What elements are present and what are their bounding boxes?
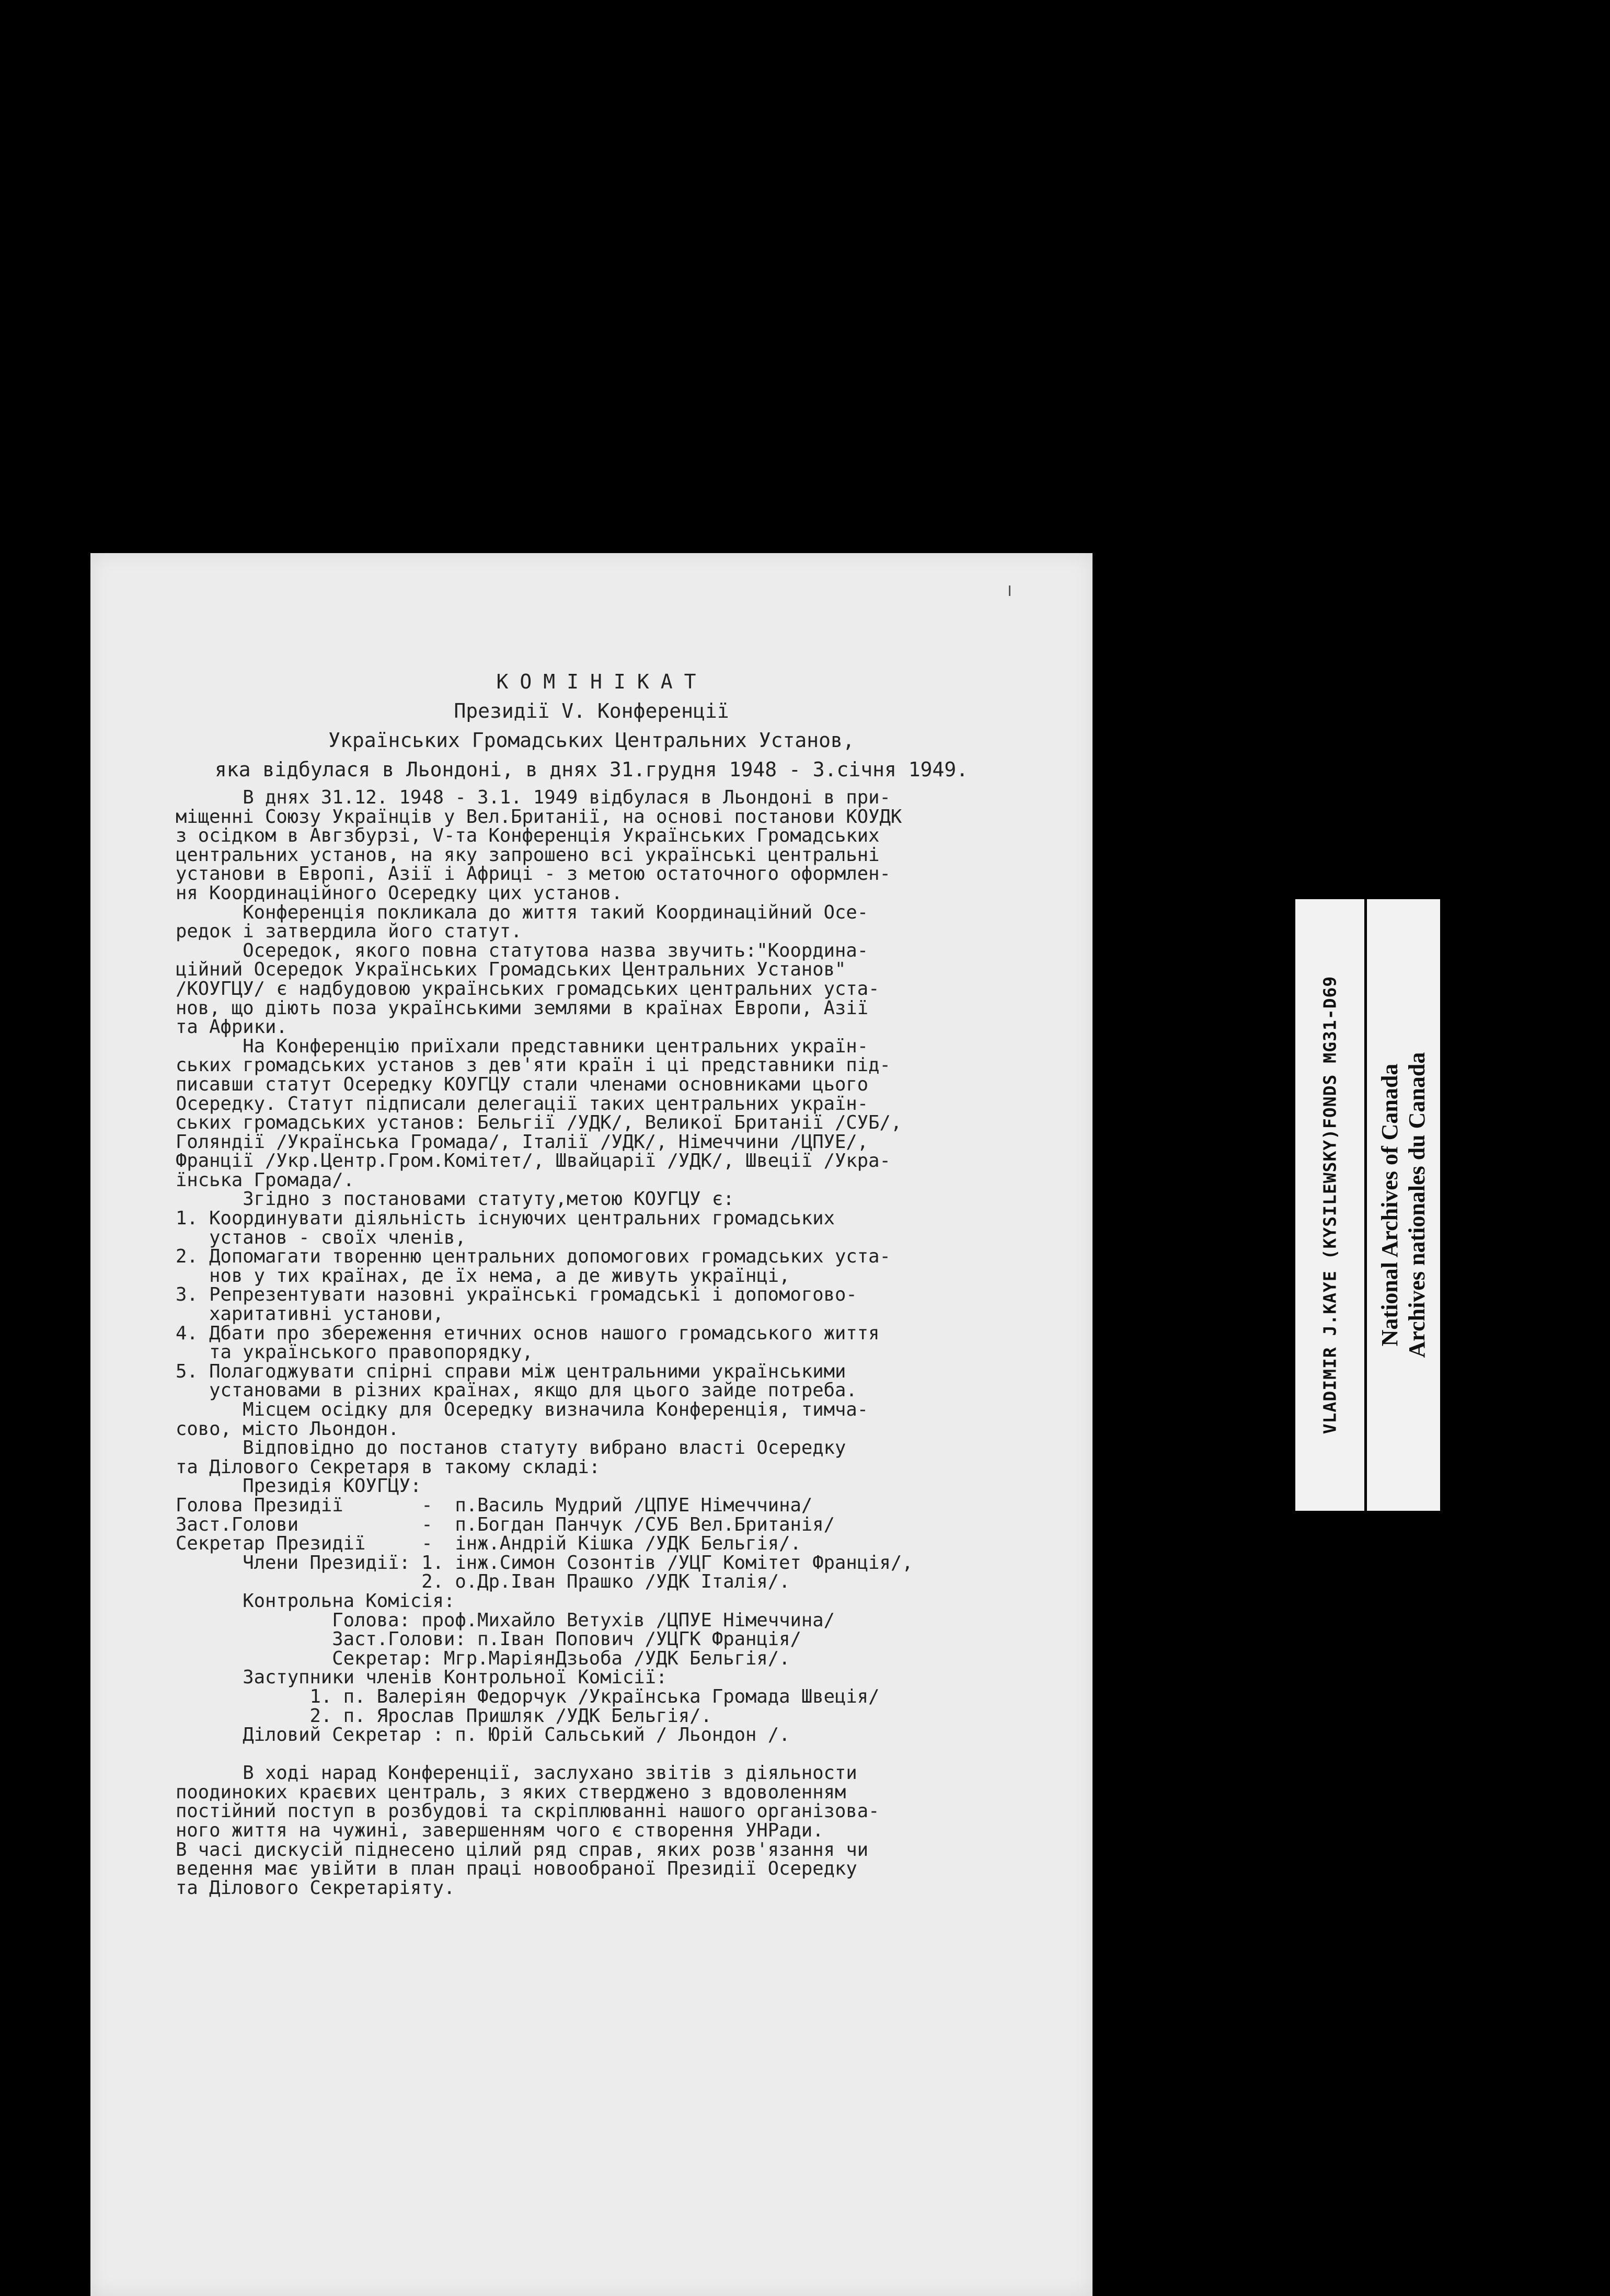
body-line: Заст.Голови - п.Богдан Панчук /СУБ Вел.Британія/ bbox=[176, 1513, 835, 1535]
body-line bbox=[176, 1745, 1085, 1764]
body-line: Відповідно до постанов статуту вибрано власті Осередку bbox=[176, 1437, 846, 1459]
body-line: Секретар Президії - інж.Андрій Кішка /УДК Бельгія/. bbox=[176, 1533, 801, 1555]
body-line: писавши статут Осередку КОУГЦУ стали членами основниками цього bbox=[176, 1073, 869, 1095]
body-line: В днях 31.12. 1948 - 3.1. 1949 відбулася в Льондоні в при- bbox=[176, 787, 891, 808]
heading-organization: Українських Громадських Центральних Установ, bbox=[328, 729, 855, 752]
body-line: центральних установ, на яку запрошено всі українські центральні bbox=[176, 844, 880, 866]
body-line: Франції /Укр.Центр.Гром.Комітет/, Швайцарії /УДК/, Швеції /Укра- bbox=[176, 1150, 891, 1172]
body-line: установами в різних країнах, якщо для цього зайде потреба. bbox=[176, 1380, 857, 1402]
body-line: 2. Допомагати творенню центральних допомогових громадських уста- bbox=[176, 1246, 891, 1268]
body-line: сово, місто Льондон. bbox=[176, 1418, 399, 1440]
body-line: На Конференцію приїхали представники центральних україн- bbox=[176, 1035, 869, 1057]
body-line: Голова Президії - п.Василь Мудрий /ЦПУЕ Німеччина/ bbox=[176, 1494, 813, 1516]
body-line: Голяндії /Українська Громада/, Італії /УДК/, Німеччини /ЦПУЕ/, bbox=[176, 1131, 869, 1153]
body-line: нов, що діють поза українськими землями в країнах Европи, Азії bbox=[176, 997, 869, 1019]
body-line: Місцем осідку для Осередку визначила Конференція, тимча- bbox=[176, 1399, 869, 1420]
body-line: 2. о.Др.Іван Прашко /УДК Італія/. bbox=[176, 1571, 790, 1593]
archives-label-fr: Archives nationales du Canada bbox=[1404, 1052, 1430, 1358]
body-line: 3. Репрезентувати назовні українські громадські і допомогово- bbox=[176, 1284, 857, 1306]
body-line: ських громадських установ: Бельгії /УДК/, Великої Британії /СУБ/, bbox=[176, 1112, 902, 1134]
body-line: ських громадських установ з дев'яти країн і ці представники під- bbox=[176, 1054, 891, 1076]
document-heading bbox=[90, 667, 1092, 784]
body-line: Члени Президії: 1. інж.Симон Созонтів /УЦГ Комітет Франція/, bbox=[176, 1552, 913, 1574]
body-line: міщенні Союзу Українців у Вел.Британії, на основі постанови КОУДК bbox=[176, 806, 902, 828]
body-line: харитативні установи, bbox=[176, 1303, 444, 1325]
body-line: ведення має увійти в план праці новообраної Президії Осередку bbox=[176, 1858, 857, 1880]
body-line: 4. Дбати про збереження етичних основ нашого громадського життя bbox=[176, 1322, 880, 1344]
body-line: поодиноких краєвих централь, з яких стверджено з вдоволенням bbox=[176, 1781, 846, 1803]
body-line: з осідком в Авгзбурзі, V-та Конференція Українських Громадських bbox=[176, 825, 880, 847]
fonds-label bbox=[1295, 899, 1364, 1511]
body-line: редок і затвердила його статут. bbox=[176, 921, 522, 943]
body-line: Контрольна Комісія: bbox=[176, 1590, 455, 1612]
body-line: /КОУГЦУ/ є надбудовою українських громадських центральних уста- bbox=[176, 978, 880, 1000]
body-line: Конференція покликала до життя такий Координаційний Осе- bbox=[176, 901, 869, 923]
body-line: Секретар: Мгр.МаріянДзьоба /УДК Бельгія/. bbox=[176, 1647, 790, 1669]
body-line: Заступники членів Контрольної Комісії: bbox=[176, 1667, 668, 1689]
body-line: установ - своїх членів, bbox=[176, 1226, 466, 1248]
body-line: Заст.Голови: п.Іван Попович /УЦГК Франція/ bbox=[176, 1628, 801, 1650]
heading-title: КОМІНІКАТ bbox=[496, 670, 708, 693]
body-line: 1. п. Валеріян Федорчук /Українська Громада Швеція/ bbox=[176, 1685, 880, 1707]
body-line: Згідно з постановами статуту,метою КОУГЦУ є: bbox=[176, 1188, 734, 1210]
body-line: Осередку. Статут підписали делегації таких центральних україн- bbox=[176, 1093, 869, 1115]
body-line: ного життя на чужині, завершенням чого є створення УНРади. bbox=[176, 1820, 824, 1842]
body-line: В ході нарад Конференції, заслухано звітів з діяльности bbox=[176, 1762, 857, 1784]
heading-subtitle: Президії V. Конференції bbox=[454, 699, 729, 722]
body-line: їнська Громада/. bbox=[176, 1169, 354, 1191]
body-line: установи в Европі, Азії і Африці - з метою остаточного оформлен- bbox=[176, 863, 891, 885]
body-line: нов у тих країнах, де їх нема, а де живуть українці, bbox=[176, 1265, 790, 1287]
body-line: 1. Координувати діяльність існуючих центральних громадських bbox=[176, 1208, 835, 1230]
body-line: ня Координаційного Осередку цих установ. bbox=[176, 882, 623, 904]
body-line: Голова: проф.Михайло Ветухів /ЦПУЕ Німеччина/ bbox=[176, 1609, 835, 1631]
body-line: Президія КОУГЦУ: bbox=[176, 1475, 422, 1497]
body-line: та Ділового Секретаріяту. bbox=[176, 1877, 455, 1899]
body-line: та Ділового Секретаря в такому складі: bbox=[176, 1456, 601, 1478]
archives-label-en: National Archives of Canada bbox=[1377, 1063, 1402, 1347]
document-body bbox=[176, 788, 1085, 1898]
archives-label bbox=[1367, 899, 1440, 1511]
body-line: ційний Осередок Українських Громадських Центральних Установ" bbox=[176, 959, 846, 981]
body-line: 2. п. Ярослав Пришляк /УДК Бельгія/. bbox=[176, 1705, 712, 1727]
body-line: та Африки. bbox=[176, 1016, 288, 1038]
body-line: постійний поступ в розбудові та скріплюванні нашого організова- bbox=[176, 1800, 880, 1822]
body-line: В часі дискусій піднесено цілий ряд справ, яких розв'язання чи bbox=[176, 1839, 869, 1861]
body-line: Діловий Секретар : п. Юрій Сальський / Льондон /. bbox=[176, 1724, 790, 1746]
archives-label-text bbox=[1376, 1052, 1431, 1358]
fonds-label-text: VLADIMIR J.KAYE (KYSILEWSKY)FONDS MG31-D69 bbox=[1319, 975, 1340, 1434]
body-line: та українського правопорядку, bbox=[176, 1341, 533, 1363]
heading-dates: яка відбулася в Льондоні, в днях 31.грудня 1948 - 3.січня 1949. bbox=[214, 758, 969, 781]
document-content bbox=[90, 553, 1092, 1899]
body-line: 5. Полагоджувати спірні справи між центральними українськими bbox=[176, 1360, 846, 1382]
body-line: Осередок, якого повна статутова назва звучить:"Координа- bbox=[176, 939, 869, 961]
